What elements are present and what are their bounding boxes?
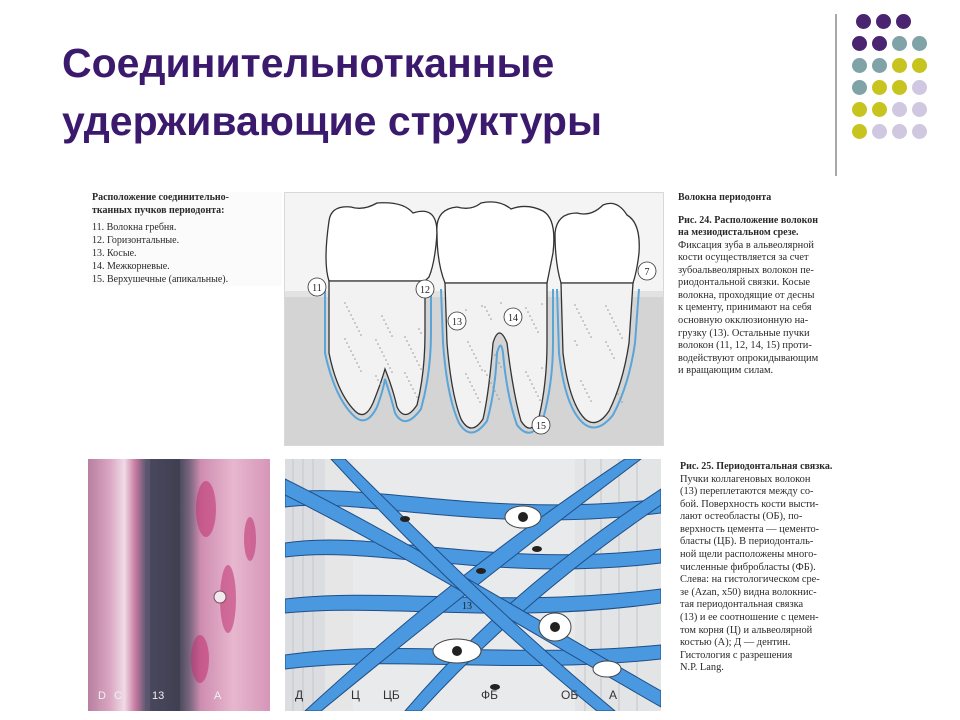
- fiber-label-14: 14: [508, 313, 518, 324]
- decorative-dot: [912, 58, 927, 73]
- drawing-label-dentin: Д: [295, 688, 304, 702]
- histology-label-bone: A: [214, 690, 222, 702]
- caption-line: верхность цемента — цементо-: [680, 523, 820, 535]
- figure-24-caption: [678, 192, 868, 378]
- fiber-legend-heading-1: Расположение соединительно-: [92, 192, 229, 203]
- decorative-dot: [852, 124, 867, 139]
- drawing-label-cement: Ц: [351, 688, 360, 702]
- decorative-dot: [912, 80, 927, 95]
- slide-title-line-1: Соединительнотканные: [62, 40, 555, 86]
- figure-25-title: Рис. 25. Периодонтальная связка.: [680, 461, 833, 472]
- decorative-dot: [852, 102, 867, 117]
- caption-line: зе (Azan, x50) видна волокнис-: [680, 586, 817, 598]
- fiber-legend-heading-2: тканных пучков периодонта:: [92, 204, 225, 216]
- fiber-legend-item: 11. Волокна гребня.: [92, 222, 177, 233]
- caption-line: (13) переплетаются между со-: [680, 486, 814, 498]
- ligament-svg: [285, 459, 661, 711]
- decorative-dot: [912, 124, 927, 139]
- decorative-dot: [892, 102, 907, 117]
- drawing-label-bone: А: [609, 688, 618, 702]
- histology-label-cement: C: [114, 690, 122, 702]
- caption-line: Гистология с разрешения: [680, 649, 793, 661]
- teeth-section-figure: [284, 192, 664, 446]
- decorative-dot: [872, 58, 887, 73]
- figure-24-title-1: Рис. 24. Расположение волокон: [678, 214, 819, 226]
- caption-line: кости осуществляется за счет: [678, 252, 809, 264]
- caption-line: N.P. Lang.: [680, 662, 724, 674]
- caption-line: основную окклюзионную на-: [678, 315, 809, 327]
- figure-24-heading: Волокна периодонта: [678, 192, 772, 203]
- decorative-dot: [892, 80, 907, 95]
- drawing-label-osteoblasts: ОБ: [561, 688, 579, 702]
- decorative-dot: [912, 102, 927, 117]
- caption-line: бласты (ЦБ). В периодонталь-: [680, 536, 814, 548]
- figure-25-body: [680, 474, 860, 676]
- decorative-dot: [872, 102, 887, 117]
- drawing-label-cementoblasts: ЦБ: [383, 688, 400, 702]
- fiber-legend-item: 15. Верхушечные (апикальные).: [92, 274, 229, 285]
- decorative-dot: [892, 36, 907, 51]
- decorative-divider: [835, 14, 837, 176]
- figure-24-body: [678, 240, 868, 379]
- decorative-dot: [876, 14, 891, 29]
- teeth-svg: [285, 193, 664, 446]
- histology-label-dentin: D: [98, 690, 106, 702]
- decorative-dot: [892, 58, 907, 73]
- caption-line: ной щели расположены много-: [680, 549, 817, 561]
- decorative-dot: [856, 14, 871, 29]
- decorative-dot: [896, 14, 911, 29]
- decorative-dot: [872, 80, 887, 95]
- ligament-drawing: [285, 459, 661, 711]
- figure-25-caption: [680, 461, 860, 675]
- slide-title-line-2: удерживающие структуры: [62, 98, 602, 144]
- decorative-dot: [852, 36, 867, 51]
- fiber-legend: [92, 192, 282, 286]
- decorative-dot: [872, 36, 887, 51]
- decorative-dot: [912, 36, 927, 51]
- caption-line: водействуют опрокидывающим: [678, 352, 819, 364]
- histology-label-ligament: 13: [152, 690, 165, 702]
- caption-line: риодонтальной связки. Косые: [678, 277, 811, 289]
- caption-line: Слева: на гистологическом сре-: [680, 574, 820, 586]
- caption-line: зубоальвеолярных волокон пе-: [678, 264, 814, 276]
- decorative-dot: [892, 124, 907, 139]
- caption-line: численные фибробласты (ФБ).: [680, 561, 816, 573]
- caption-line: и вращающим силам.: [678, 365, 774, 377]
- fiber-label-13: 13: [452, 317, 462, 328]
- caption-line: грузку (13). Остальные пучки: [678, 327, 810, 339]
- fiber-label-7: 7: [644, 267, 650, 278]
- caption-line: к цементу, принимают на себя: [678, 302, 812, 314]
- caption-line: лают остеобласты (ОБ), по-: [680, 511, 803, 523]
- caption-line: (13) и ее соотношение с цемен-: [680, 612, 819, 624]
- caption-line: Фиксация зуба в альвеолярной: [678, 239, 814, 251]
- drawing-label-fibroblasts: ФБ: [481, 688, 498, 702]
- fiber-legend-item: 14. Межкорневые.: [92, 261, 170, 272]
- decorative-dot: [852, 80, 867, 95]
- fiber-legend-item: 13. Косые.: [92, 248, 137, 259]
- fiber-label-12: 12: [420, 285, 430, 296]
- slide-title: [62, 34, 802, 150]
- decorative-dot-grid: [852, 14, 952, 154]
- figure-24-title-2: на мезиодистальном срезе.: [678, 227, 799, 238]
- caption-line: костью (А); Д — дентин.: [680, 637, 791, 649]
- caption-line: тая периодонтальная связка: [680, 599, 804, 611]
- caption-line: том корня (Ц) и альвеолярной: [680, 624, 813, 636]
- fiber-label-11: 11: [312, 283, 322, 294]
- drawing-bottom-labels: [285, 688, 661, 708]
- caption-line: волокна, проходящие от десны: [678, 289, 815, 301]
- fiber-label-15: 15: [536, 421, 546, 432]
- caption-line: Пучки коллагеновых волокон: [680, 473, 811, 485]
- fiber-legend-item: 12. Горизонтальные.: [92, 235, 180, 246]
- histology-svg: [88, 459, 270, 711]
- caption-line: бой. Поверхность кости высти-: [680, 498, 819, 510]
- decorative-dot: [872, 124, 887, 139]
- drawing-center-label: 13: [462, 601, 472, 612]
- decorative-dot: [852, 58, 867, 73]
- histology-image: [88, 459, 270, 711]
- histology-layer-labels: [88, 690, 270, 708]
- caption-line: волокон (11, 12, 14, 15) проти-: [678, 340, 812, 352]
